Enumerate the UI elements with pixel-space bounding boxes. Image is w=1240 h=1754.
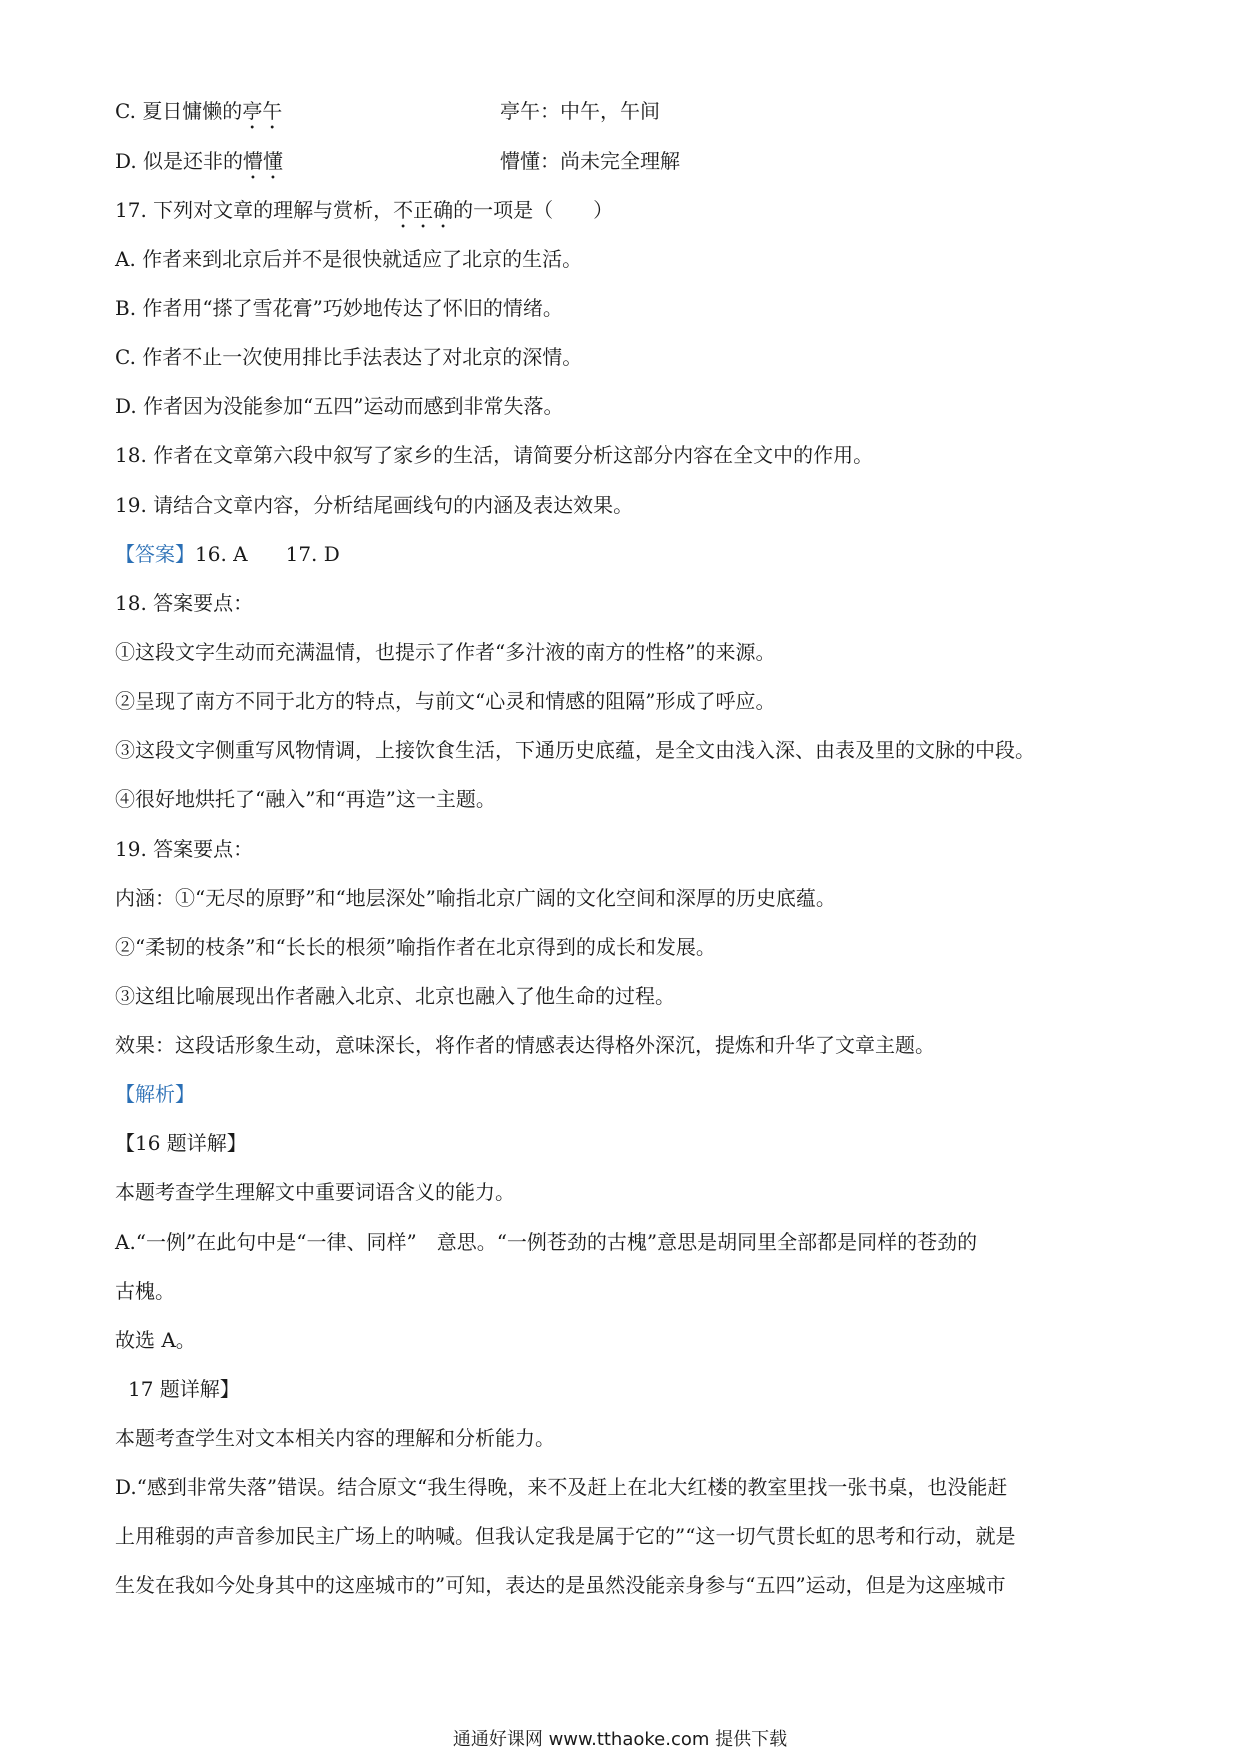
answer-16: 16. A — [195, 542, 248, 566]
question-18: 18. 作者在文章第六段中叙写了家乡的生活，请简要分析这部分内容在全文中的作用。 — [115, 443, 874, 467]
answer-18-point-1: ①这段文字生动而充满温情，也提示了作者“多汁液的南方的性格”的来源。 — [115, 640, 776, 664]
question-17-dotted-word: 不正确 — [393, 198, 454, 222]
option-d-phrase: 似是还非的 — [143, 149, 244, 173]
answer-18-point-2: ②呈现了南方不同于北方的特点，与前文“心灵和情感的阻隔”形成了呼应。 — [115, 689, 776, 713]
detail-17-line-1: 本题考查学生对文本相关内容的理解和分析能力。 — [115, 1426, 555, 1450]
answer-18-point-3: ③这段文字侧重写风物情调，上接饮食生活，下通历史底蕴，是全文由浅入深、由表及里的文脉的中段。 — [115, 738, 1035, 762]
option-d-gloss: 懵懂：尚未完全理解 — [500, 149, 680, 173]
detail-16-line-3: 古槐。 — [115, 1279, 175, 1303]
question-17-stem — [115, 195, 1130, 233]
detail-17-line-4: 生发在我如今处身其中的这座城市的”可知，表达的是虽然没能亲身参与“五四”运动，但是为这座城市 — [115, 1573, 1006, 1597]
answer-19-title: 19. 答案要点： — [115, 837, 254, 861]
question-19: 19. 请结合文章内容，分析结尾画线句的内涵及表达效果。 — [115, 493, 634, 517]
question-17-option-b: B. 作者用“搽了雪花膏”巧妙地传达了怀旧的情绪。 — [115, 296, 563, 320]
detail-16-line-1: 本题考查学生理解文中重要词语含义的能力。 — [115, 1180, 515, 1204]
analysis-tag: 【解析】 — [115, 1082, 195, 1106]
answer-19-point-3: ③这组比喻展现出作者融入北京、北京也融入了他生命的过程。 — [115, 984, 675, 1008]
option-c-label: C. — [115, 99, 136, 123]
detail-16-line-4: 故选 A。 — [115, 1328, 196, 1352]
answer-17: 17. D — [285, 542, 340, 566]
footer-source: 通通好课网 www.tthaoke.com 提供下载 — [452, 1729, 788, 1750]
answer-19-point-1: 内涵：①“无尽的原野”和“地层深处”喻指北京广阔的文化空间和深厚的历史底蕴。 — [115, 886, 836, 910]
option-c-gloss: 亭午：中午，午间 — [500, 99, 660, 123]
answer-19-effect: 效果：这段话形象生动，意味深长，将作者的情感表达得格外深沉，提炼和升华了文章主题。 — [115, 1033, 935, 1057]
question-17-stem-before: 17. 下列对文章的理解与赏析， — [115, 198, 394, 222]
answer-18-title: 18. 答案要点： — [115, 591, 254, 615]
answer-tag: 【答案】 — [115, 542, 195, 566]
detail-16-line-2: A.“一例”在此句中是“一律、同样” 意思。“一例苍劲的古槐”意思是胡同里全部都是同样的苍劲的 — [115, 1230, 978, 1254]
question-17-option-a: A. 作者来到北京后并不是很快就适应了北京的生活。 — [115, 247, 583, 271]
option-d-dotted-word: 懵懂 — [243, 149, 284, 173]
answer-19-point-2: ②“柔韧的枝条”和“长长的根须”喻指作者在北京得到的成长和发展。 — [115, 935, 716, 959]
answer-line — [115, 539, 1130, 569]
option-c-phrase: 夏日慵懒的 — [142, 99, 243, 123]
question-17-option-d: D. 作者因为没能参加“五四”运动而感到非常失落。 — [115, 394, 564, 418]
answer-18-point-4: ④很好地烘托了“融入”和“再造”这一主题。 — [115, 787, 496, 811]
detail-16-title: 【16 题详解】 — [115, 1131, 247, 1155]
question-17-option-c: C. 作者不止一次使用排比手法表达了对北京的深情。 — [115, 345, 583, 369]
detail-17-line-2: D.“感到非常失落”错误。结合原文“我生得晚，来不及赶上在北大红楼的教室里找一张书桌，也没能赶 — [115, 1475, 1008, 1499]
question-17-stem-after: 的一项是（ ） — [453, 198, 614, 222]
detail-17-line-3: 上用稚弱的声音参加民主广场上的呐喊。但我认定我是属于它的”“这一切气贯长虹的思考和行动，就是 — [115, 1524, 1016, 1548]
option-d-label: D. — [115, 149, 137, 173]
option-c-dotted-word: 亭午 — [242, 99, 283, 123]
option-c — [115, 96, 1130, 134]
detail-17-title: 17 题详解】 — [128, 1377, 240, 1401]
option-d — [115, 146, 1130, 184]
